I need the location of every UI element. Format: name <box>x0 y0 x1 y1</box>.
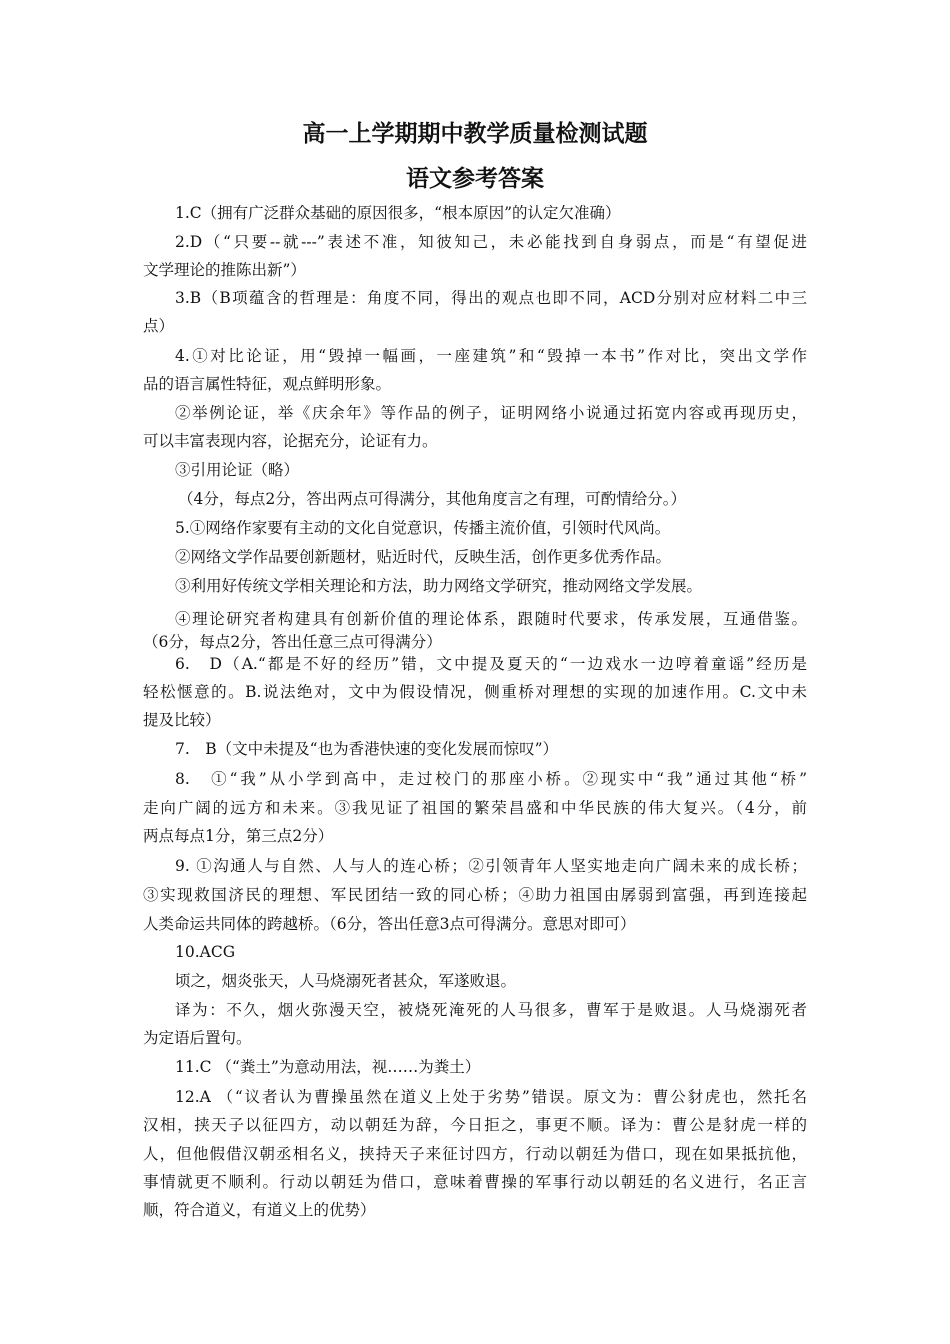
answer-line: 品的语言属性特征，观点鲜明形象。 <box>143 375 392 393</box>
answer-line: 事情就更不顺利。行动以朝廷为借口，意味着曹操的军事行动以朝廷的名义进行，名正言 <box>143 1173 807 1191</box>
answer-line: 6. D（A.“都是不好的经历”错，文中提及夏天的“一边戏水一边哼着童谣”经历是 <box>175 655 807 673</box>
answer-line: 轻松惬意的。B.说法绝对，文中为假设情况，侧重桥对理想的实现的加速作用。C.文中未 <box>143 683 807 701</box>
answer-line: 两点每点1分，第三点2分） <box>143 827 334 845</box>
answer-line: 译为：不久，烟火弥漫天空，被烧死淹死的人马很多，曹军于是败退。人马烧溺死者 <box>175 1001 807 1019</box>
answer-line: 人，但他假借汉朝丞相名义，挟持天子来征讨四方，行动以朝廷为借口，现在如果抵抗他， <box>143 1145 807 1163</box>
answer-line: 7. B（文中未提及“也为香港快速的变化发展而惊叹”） <box>175 740 559 758</box>
answer-line: 11.C （“粪土”为意动用法，视……为粪土） <box>175 1058 481 1076</box>
answer-line: 点） <box>143 317 175 335</box>
answer-line: 1.C（拥有广泛群众基础的原因很多，“根本原因”的认定欠准确） <box>175 204 621 222</box>
answer-line: ③利用好传统文学相关理论和方法，助力网络文学研究，推动网络文学发展。 <box>175 577 703 595</box>
answer-line: （6分，每点2分，答出任意三点可得满分） <box>143 633 442 651</box>
answer-line: ②举例论证，举《庆余年》等作品的例子，证明网络小说通过拓宽内容或再现历史， <box>175 404 807 422</box>
answer-line: 人类命运共同体的跨越桥。（6分，答出任意3点可得满分。意思对即可） <box>143 915 636 933</box>
answer-line: 10.ACG <box>175 943 236 961</box>
answer-line: 顷之，烟炎张天，人马烧溺死者甚众，军遂败退。 <box>175 972 517 990</box>
answer-line: 可以丰富表现内容，论据充分，论证有力。 <box>143 432 438 450</box>
answer-line: ②网络文学作品要创新题材，贴近时代，反映生活，创作更多优秀作品。 <box>175 548 672 566</box>
answer-line: 8. ①“我”从小学到高中，走过校门的那座小桥。②现实中“我”通过其他“桥” <box>175 770 807 788</box>
answer-line: 提及比较） <box>143 711 221 729</box>
document-subtitle: 语文参考答案 <box>406 165 544 192</box>
answer-line: 2.D（“只要--就---”表述不准，知彼知己，未必能找到自身弱点，而是“有望促进 <box>175 233 807 251</box>
answer-line: 5.①网络作家要有主动的文化自觉意识，传播主流价值，引领时代风尚。 <box>175 519 671 537</box>
answer-line: 9. ①沟通人与自然、人与人的连心桥；②引领青年人坚实地走向广阔未来的成长桥； <box>175 857 807 875</box>
answer-line: 4.①对比论证，用“毁掉一幅画，一座建筑”和“毁掉一本书”作对比，突出文学作 <box>175 347 807 365</box>
document-title: 高一上学期期中教学质量检测试题 <box>302 120 648 147</box>
answer-line: 12.A （“议者认为曹操虽然在道义上处于劣势”错误。原文为：曹公豺虎也，然托名 <box>175 1088 807 1106</box>
answer-line: 汉相，挟天子以征四方，动以朝廷为辞，今日拒之，事更不顺。译为：曹公是豺虎一样的 <box>143 1116 807 1134</box>
answer-line: 顺，符合道义，有道义上的优势） <box>143 1201 376 1219</box>
answer-line: ④理论研究者构建具有创新价值的理论体系，跟随时代要求，传承发展，互通借鉴。 <box>175 610 807 628</box>
answer-line: （4分，每点2分，答出两点可得满分，其他角度言之有理，可酌情给分。） <box>178 490 686 508</box>
answer-line: ③引用论证（略） <box>175 461 300 479</box>
answer-line: 文学理论的推陈出新”） <box>143 261 306 279</box>
answer-line: ③实现救国济民的理想、军民团结一致的同心桥；④助力祖国由孱弱到富强，再到连接起 <box>143 886 807 904</box>
answer-line: 为定语后置句。 <box>143 1029 252 1047</box>
answer-line: 3.B（B项蕴含的哲理是：角度不同，得出的观点也即不同，ACD分别对应材料二中三 <box>175 289 807 307</box>
answer-line: 走向广阔的远方和未来。③我见证了祖国的繁荣昌盛和中华民族的伟大复兴。（4分，前 <box>143 799 807 817</box>
